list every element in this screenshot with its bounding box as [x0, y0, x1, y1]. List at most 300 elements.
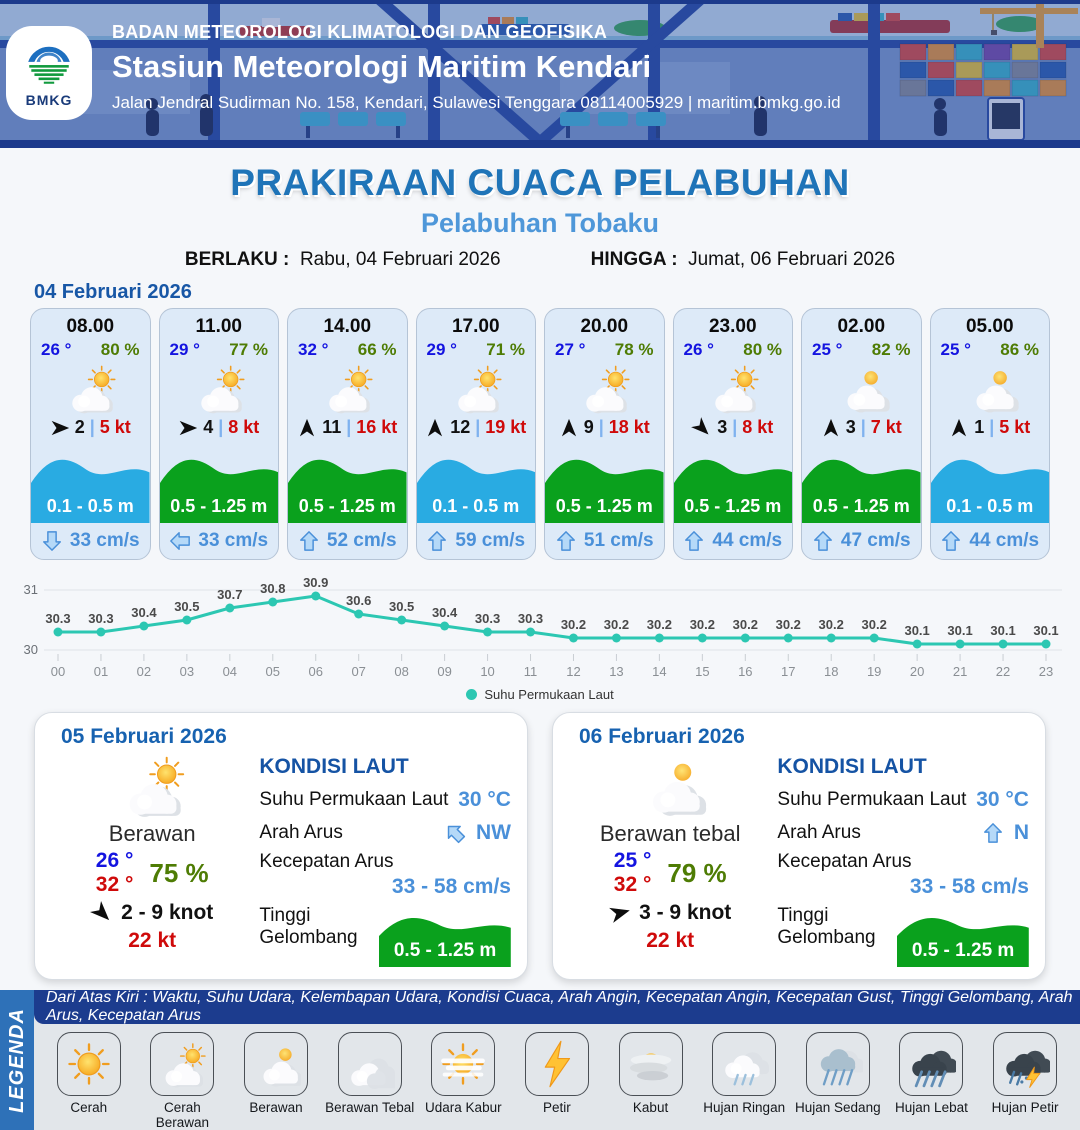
legend-icon-box — [150, 1032, 214, 1096]
current-row — [674, 523, 793, 559]
weather-icon — [719, 1039, 769, 1089]
legend-item — [324, 1032, 416, 1130]
valid-from — [185, 249, 501, 271]
x-axis-label: 07 — [351, 664, 366, 679]
x-axis-label: 00 — [50, 664, 66, 679]
chart-value-label: 30.9 — [303, 575, 329, 590]
chart-point — [139, 622, 148, 631]
separator: | — [989, 417, 995, 437]
chart-value-label: 30.3 — [88, 611, 114, 626]
wave-height-band — [160, 443, 279, 523]
legend-icon-box — [338, 1032, 402, 1096]
air-temperature: 25 ° — [812, 340, 843, 359]
legend-icon-box — [244, 1032, 308, 1096]
chart-value-label: 30.2 — [689, 617, 716, 632]
bmkg-logo-text: BMKG — [25, 92, 73, 108]
y-axis-label: 30 — [23, 642, 38, 657]
chart-value-label: 30.3 — [474, 611, 501, 626]
chart-point — [440, 622, 449, 631]
temp-humidity-row — [160, 338, 279, 360]
temp-humidity-row — [674, 338, 793, 360]
forecast-time: 20.00 — [580, 316, 629, 337]
legend-item — [417, 1032, 509, 1130]
weather-icon — [1000, 1039, 1050, 1089]
legend-item — [511, 1032, 603, 1130]
wave-height: 0.1 - 0.5 m — [432, 496, 520, 516]
wind-direction-icon — [87, 898, 118, 929]
weather-icon — [532, 1039, 582, 1089]
x-axis-label: 06 — [308, 664, 323, 679]
header-banner — [0, 0, 1080, 148]
current-row — [31, 523, 150, 559]
wave-height: 0.1 - 0.5 m — [46, 496, 134, 516]
separator: | — [89, 417, 95, 437]
sst-value: 30 °C — [458, 788, 511, 811]
humidity: 80 % — [100, 340, 140, 359]
weather-icon — [106, 751, 198, 819]
y-axis-label: 31 — [23, 582, 38, 597]
sea-condition-title: KONDISI LAUT — [259, 755, 409, 778]
current-direction-icon — [812, 530, 834, 552]
chart-point — [655, 634, 664, 643]
current-direction-icon — [426, 530, 448, 552]
temps-row — [96, 849, 209, 897]
sst-row — [777, 788, 1029, 812]
legend-item — [885, 1032, 977, 1130]
forecast-time: 05.00 — [965, 316, 1014, 337]
daily-date: 06 Februari 2026 — [579, 725, 745, 748]
air-temperature: 27 ° — [555, 340, 586, 359]
forecast-date: 04 Februari 2026 — [34, 281, 192, 303]
x-axis-label: 03 — [179, 664, 195, 679]
chart-line — [58, 596, 1046, 644]
legend-item-label: Hujan Ringan — [703, 1100, 786, 1115]
chart-point — [96, 628, 105, 637]
valid-until-value: Jumat, 06 Februari 2026 — [688, 249, 896, 270]
x-axis-label: 21 — [952, 664, 968, 679]
wind-gust: 16 kt — [356, 417, 398, 437]
current-direction-icon — [940, 530, 962, 552]
air-temperature: 26 ° — [683, 340, 714, 359]
current-row — [802, 523, 921, 559]
humidity: 80 % — [743, 340, 782, 359]
x-axis-label: 10 — [480, 664, 495, 679]
chart-value-label: 30.8 — [260, 581, 286, 596]
forecast-time: 02.00 — [837, 316, 886, 337]
wind-row — [91, 901, 213, 925]
wind-row — [949, 417, 1030, 438]
chart-value-label: 30.1 — [904, 623, 930, 638]
wind-range: 3 - 9 knot — [639, 901, 732, 925]
hourly-forecast-card — [30, 308, 151, 560]
temp-humidity-row — [417, 338, 536, 360]
wave-height-value: 0.5 - 1.25 m — [911, 940, 1015, 961]
validity-row — [0, 249, 1080, 271]
sea-condition-column — [253, 751, 511, 967]
chart-point — [784, 634, 793, 643]
hourly-forecast-card — [416, 308, 537, 560]
wind-direction-icon — [949, 418, 969, 438]
legend-label: Suhu Permukaan Laut — [484, 687, 614, 702]
current-speed-value: 33 - 58 cm/s — [909, 875, 1029, 898]
x-axis-label: 01 — [93, 664, 109, 679]
hourly-forecast-card — [673, 308, 794, 560]
legend-item-label: Hujan Lebat — [895, 1100, 968, 1115]
current-direction-value — [982, 821, 1029, 845]
daily-body — [51, 751, 511, 967]
temp-humidity-row — [31, 338, 150, 360]
legend-item-label: Cerah — [70, 1100, 108, 1115]
wave-height-band — [802, 443, 921, 523]
humidity: 79 % — [667, 857, 727, 888]
forecast-time: 14.00 — [323, 316, 372, 337]
wind-gust: 5 kt — [999, 417, 1031, 437]
current-direction-icon — [982, 822, 1004, 844]
hourly-forecast-card — [930, 308, 1051, 560]
x-axis-label: 05 — [265, 664, 281, 679]
x-axis-label: 17 — [781, 664, 796, 679]
x-axis-label: 09 — [437, 664, 452, 679]
current-speed: 47 cm/s — [840, 530, 911, 551]
x-axis-label: 04 — [222, 664, 238, 679]
station-name: Stasiun Meteorologi Maritim Kendari — [112, 49, 652, 84]
weather-icon — [957, 361, 1023, 415]
valid-until-label: HINGGA : — [590, 249, 678, 270]
weather-icon — [571, 361, 637, 415]
wind-row — [425, 417, 526, 438]
sst-chart-section — [0, 564, 1080, 704]
legend-items — [34, 1024, 1080, 1130]
chart-value-label: 30.7 — [217, 587, 243, 602]
current-row — [931, 523, 1050, 559]
weather-icon — [700, 361, 766, 415]
chart-value-label: 30.1 — [947, 623, 973, 638]
chart-value-label: 30.1 — [990, 623, 1016, 638]
current-row — [417, 523, 536, 559]
wave-height-band — [674, 443, 793, 523]
current-speed-row — [259, 851, 511, 899]
legend-item-label: Kabut — [632, 1100, 669, 1115]
wind-gust: 18 kt — [608, 417, 650, 437]
separator: | — [218, 417, 224, 437]
weather-icon — [314, 361, 380, 415]
wave-height-band — [931, 443, 1050, 523]
chart-point — [569, 634, 578, 643]
wind-row — [178, 417, 259, 438]
legend-item-label: Hujan Sedang — [795, 1100, 881, 1115]
chart-point — [526, 628, 535, 637]
legend-dot-icon — [466, 689, 477, 700]
wind-speed: 11 — [322, 417, 342, 437]
legend-icon-box — [899, 1032, 963, 1096]
daily-body — [569, 751, 1029, 967]
wind-row — [692, 417, 773, 438]
wave-height-band — [288, 443, 407, 523]
humidity: 75 % — [149, 857, 209, 888]
weather-icon — [186, 361, 252, 415]
chart-value-label: 30.4 — [131, 605, 157, 620]
wind-row — [297, 417, 397, 438]
separator: | — [475, 417, 481, 437]
chart-value-label: 30.1 — [1033, 623, 1059, 638]
wave-height-label: Tinggi Gelombang — [259, 905, 358, 948]
chart-value-label: 30.3 — [45, 611, 71, 626]
wave-height: 0.5 - 1.25 m — [555, 496, 653, 516]
air-temperature: 26 ° — [41, 340, 72, 359]
current-direction-icon — [683, 530, 705, 552]
chart-point — [999, 640, 1008, 649]
wind-direction-icon — [50, 418, 70, 438]
wave-height-band — [545, 443, 664, 523]
current-speed: 44 cm/s — [969, 530, 1040, 551]
x-axis-label: 23 — [1038, 664, 1054, 679]
current-row — [160, 523, 279, 559]
legend-icon-box — [525, 1032, 589, 1096]
legend-icon-box — [57, 1032, 121, 1096]
weather-icon — [64, 1039, 114, 1089]
wave-height: 0.5 - 1.25 m — [298, 496, 396, 516]
wind-speed: 3 — [845, 417, 856, 437]
x-axis-label: 14 — [652, 664, 667, 679]
wind-speed: 2 — [74, 417, 85, 437]
air-temperature: 32 ° — [298, 340, 329, 359]
current-speed: 33 cm/s — [69, 530, 140, 551]
daily-forecast-row — [34, 712, 1046, 980]
current-direction-row — [777, 821, 1029, 845]
wave-height-label: Tinggi Gelombang — [777, 905, 876, 948]
current-speed: 44 cm/s — [712, 530, 783, 551]
current-direction-row — [259, 821, 511, 845]
daily-weather-column — [51, 751, 253, 967]
chart-point — [741, 634, 750, 643]
daily-forecast-card — [34, 712, 528, 980]
wind-row — [821, 417, 902, 438]
chart-point — [827, 634, 836, 643]
hourly-forecast-row — [30, 308, 1050, 560]
chart-value-label: 30.2 — [603, 617, 630, 632]
wave-height-row — [259, 905, 511, 967]
chart-point — [54, 628, 63, 637]
chart-value-label: 30.2 — [818, 617, 844, 632]
valid-from-value: Rabu, 04 Februari 2026 — [299, 249, 501, 270]
legend-item — [605, 1032, 697, 1130]
wind-direction-icon — [821, 418, 841, 438]
humidity: 86 % — [1000, 340, 1039, 359]
current-row — [288, 523, 407, 559]
daily-forecast-card — [552, 712, 1046, 980]
current-speed: 52 cm/s — [326, 530, 397, 551]
legend-item — [136, 1032, 228, 1130]
chart-value-label: 30.2 — [775, 617, 801, 632]
page-title: PRAKIRAAN CUACA PELABUHAN — [230, 162, 850, 203]
chart-legend — [0, 687, 1080, 702]
chart-point — [698, 634, 707, 643]
legend-icon-box — [712, 1032, 776, 1096]
wave-height-band — [417, 443, 536, 523]
chart-point — [612, 634, 621, 643]
bmkg-logo-icon — [23, 38, 75, 90]
weather-condition: Berawan tebal — [599, 821, 741, 846]
legend-item-label: Berawan Tebal — [325, 1100, 415, 1115]
wave-height: 0.5 - 1.25 m — [812, 496, 910, 516]
legend-item-label: Udara Kabur — [425, 1100, 502, 1115]
wind-direction-icon — [178, 418, 198, 438]
weather-icon — [251, 1039, 301, 1089]
chart-value-label: 30.5 — [174, 599, 200, 614]
sst-line-chart — [0, 564, 1080, 682]
wave-height-row — [777, 905, 1029, 967]
wave-height-box — [897, 905, 1029, 967]
legend-item — [792, 1032, 884, 1130]
legend-item-label: Cerah Berawan — [155, 1100, 210, 1130]
weather-condition: Berawan — [108, 821, 196, 846]
legend-item-label: Berawan — [249, 1100, 303, 1115]
x-axis-label: 18 — [823, 664, 839, 679]
current-speed: 33 cm/s — [198, 530, 269, 551]
weather-icon — [624, 751, 716, 819]
temps-row — [614, 849, 727, 897]
agency-name: BADAN METEOROLOGI KLIMATOLOGI DAN GEOFISIKA — [112, 22, 608, 42]
wind-row — [559, 417, 650, 438]
forecast-time: 17.00 — [451, 316, 500, 337]
temp-min: 26 ° — [95, 849, 134, 872]
bmkg-logo — [6, 26, 92, 120]
weather-icon — [157, 1039, 207, 1089]
current-direction-label: Arah Arus — [259, 822, 343, 843]
wind-row — [609, 901, 731, 925]
chart-point — [311, 592, 320, 601]
current-speed-label: Kecepatan Arus — [777, 851, 912, 872]
chart-value-label: 30.3 — [517, 611, 544, 626]
separator: | — [732, 417, 738, 437]
sst-label: Suhu Permukaan Laut — [259, 789, 449, 810]
x-axis-label: 12 — [566, 664, 581, 679]
weather-icon — [443, 361, 509, 415]
chart-point — [956, 640, 965, 649]
legend-item-label: Hujan Petir — [991, 1100, 1059, 1115]
legend-item — [698, 1032, 790, 1130]
valid-from-label: BERLAKU : — [184, 249, 290, 270]
hourly-forecast-card — [159, 308, 280, 560]
chart-value-label: 30.4 — [431, 605, 458, 620]
wave-height-box — [379, 905, 511, 967]
legend-title: LEGENDA — [5, 1007, 28, 1113]
current-row — [545, 523, 664, 559]
x-axis-label: 13 — [609, 664, 624, 679]
wind-speed: 4 — [203, 417, 214, 437]
x-axis-label: 08 — [394, 664, 409, 679]
temp-range — [96, 849, 134, 897]
current-direction-text: NW — [475, 821, 511, 844]
current-speed-label: Kecepatan Arus — [259, 851, 394, 872]
legend-item-label: Petir — [543, 1100, 571, 1115]
x-axis-label: 20 — [909, 664, 925, 679]
temp-humidity-row — [802, 338, 921, 360]
legend-item — [230, 1032, 322, 1130]
x-axis-label: 19 — [866, 664, 882, 679]
separator: | — [346, 417, 352, 437]
temp-humidity-row — [288, 338, 407, 360]
humidity: 78 % — [614, 340, 654, 359]
forecast-time: 23.00 — [708, 316, 757, 337]
legend-note: Dari Atas Kiri : Waktu, Suhu Udara, Kelembapan Udara, Kondisi Cuaca, Arah Angin, Kecepatan Angin, Kecepatan Gust, Tinggi Gelombang, Arah Arus, Kecepatan Arus — [34, 990, 1080, 1024]
current-speed: 59 cm/s — [455, 530, 526, 551]
wave-height: 0.1 - 0.5 m — [946, 496, 1034, 516]
daily-weather-column — [569, 751, 771, 967]
air-temperature: 29 ° — [169, 340, 200, 359]
hourly-forecast-card — [287, 308, 408, 560]
sst-label: Suhu Permukaan Laut — [777, 789, 967, 810]
wind-gust: 22 kt — [646, 929, 695, 953]
current-direction-icon — [555, 530, 577, 552]
chart-point — [354, 610, 363, 619]
humidity: 71 % — [486, 340, 525, 359]
hourly-forecast-card — [801, 308, 922, 560]
separator: | — [598, 417, 604, 437]
current-direction-icon — [439, 817, 470, 848]
header-text — [112, 22, 841, 113]
wave-height-value: 0.5 - 1.25 m — [393, 940, 497, 961]
legend-icon-box — [993, 1032, 1057, 1096]
wind-speed: 3 — [717, 417, 728, 437]
port-name: Pelabuhan Tobaku — [420, 208, 660, 238]
sea-condition-column — [771, 751, 1029, 967]
daily-date: 05 Februari 2026 — [61, 725, 227, 748]
temp-max: 32 ° — [613, 873, 652, 897]
chart-point — [1042, 640, 1051, 649]
wind-direction-icon — [559, 418, 579, 438]
x-axis-label: 15 — [695, 664, 710, 679]
wind-gust: 22 kt — [128, 929, 177, 953]
wind-direction-icon — [425, 418, 445, 438]
chart-point — [182, 616, 191, 625]
wave-height: 0.5 - 1.25 m — [170, 496, 268, 516]
chart-value-label: 30.2 — [732, 617, 758, 632]
forecast-time: 08.00 — [66, 316, 115, 337]
humidity: 82 % — [871, 340, 911, 359]
wind-gust: 7 kt — [870, 417, 902, 437]
sst-row — [259, 788, 511, 812]
temp-min: 25 ° — [613, 849, 652, 872]
chart-value-label: 30.6 — [346, 593, 372, 608]
wind-gust: 8 kt — [742, 417, 774, 437]
current-direction-value — [444, 821, 511, 845]
wind-row — [50, 417, 131, 438]
air-temperature: 29 ° — [426, 340, 457, 359]
wave-height-band — [31, 443, 150, 523]
legend-icon-box — [619, 1032, 683, 1096]
humidity: 66 % — [357, 340, 397, 359]
legend-icon-box — [431, 1032, 495, 1096]
x-axis-label: 11 — [523, 664, 538, 679]
weather-icon — [813, 1039, 863, 1089]
temp-max: 32 ° — [95, 873, 134, 897]
legend-icon-box — [806, 1032, 870, 1096]
wind-range: 2 - 9 knot — [121, 901, 214, 925]
wind-gust: 19 kt — [485, 417, 527, 437]
chart-value-label: 30.2 — [861, 617, 887, 632]
title-section — [0, 148, 1080, 271]
current-direction-text: N — [1013, 821, 1029, 844]
x-axis-label: 16 — [738, 664, 753, 679]
valid-until — [591, 249, 895, 271]
wind-direction-icon — [607, 900, 634, 927]
current-direction-icon — [169, 530, 191, 552]
legend-title-bar — [0, 990, 34, 1130]
legend-item — [43, 1032, 135, 1130]
wind-gust: 5 kt — [99, 417, 131, 437]
sst-value: 30 °C — [976, 788, 1029, 811]
